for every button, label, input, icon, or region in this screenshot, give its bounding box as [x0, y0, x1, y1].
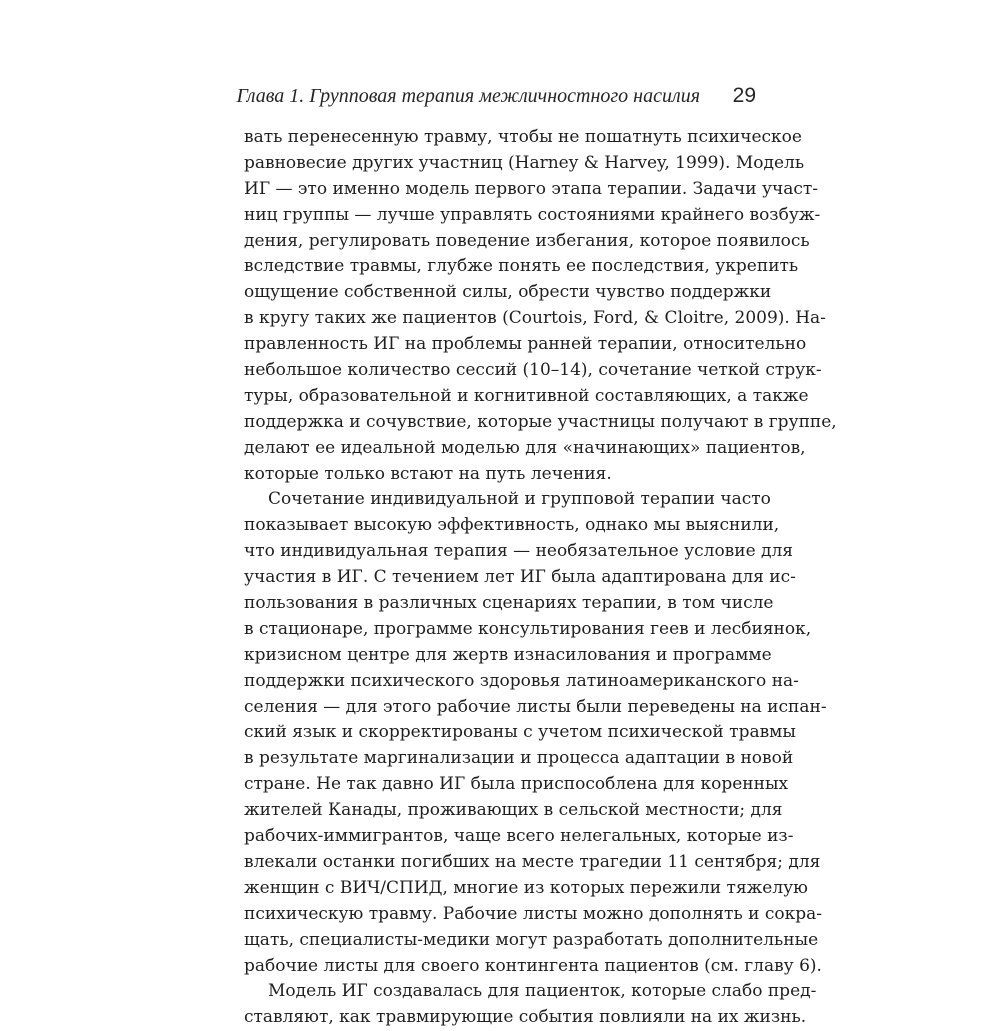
text-line: Сочетание индивидуальной и групповой терапии часто: [268, 489, 771, 510]
text-line: что индивидуальная терапия — необязательное условие для: [244, 541, 794, 562]
page-number: 29: [732, 84, 756, 107]
text-line: влекали останки погибших на месте трагедии 11 сентября; для: [244, 851, 821, 872]
text-line: вать перенесенную травму, чтобы не пошатнуть психическое: [244, 127, 802, 147]
text-line: Модель ИГ создавалась для пациенток, которые слабо пред-: [268, 981, 817, 1002]
text-line: психическую травму. Рабочие листы можно дополнять и сокра-: [244, 903, 822, 924]
running-header: [236, 82, 756, 110]
text-line: участия в ИГ. С течением лет ИГ была адаптирована для ис-: [244, 567, 796, 588]
text-line: равновесие других участниц (Harney & Harvey, 1999). Модель: [244, 152, 805, 173]
text-line: пользования в различных сценариях терапии, в том числе: [244, 593, 774, 614]
text-line: которые только встают на путь лечения.: [244, 463, 612, 484]
text-line: стране. Не так давно ИГ была приспособлена для коренных: [244, 774, 789, 795]
text-line: ИГ — это именно модель первого этапа терапии. Задачи участ-: [244, 178, 818, 199]
text-line: в стационаре, программе консультирования геев и лесбиянок,: [244, 618, 812, 639]
text-line: туры, образовательной и когнитивной составляющих, а также: [244, 385, 809, 406]
text-line: кризисном центре для жертв изнасилования и программе: [244, 644, 772, 665]
text-line: селения — для этого рабочие листы были переведены на испан-: [244, 696, 827, 717]
text-line: небольшое количество сессий (10–14), сочетание четкой струк-: [244, 360, 822, 381]
text-line: женщин с ВИЧ/СПИД, многие из которых пережили тяжелую: [244, 877, 808, 898]
text-line: ниц группы — лучше управлять состояниями крайнего возбуж-: [244, 204, 821, 225]
text-line: ский язык и скорректированы с учетом психической травмы: [244, 722, 796, 743]
text-line: ставляют, как травмирующие события повлияли на их жизнь.: [244, 1007, 807, 1028]
text-line: делают ее идеальной моделью для «начинающих» пациентов,: [244, 437, 806, 458]
body-text: [244, 125, 837, 1031]
text-line: дения, регулировать поведение избегания, которое появилось: [244, 230, 810, 251]
text-line: в кругу таких же пациентов (Courtois, Ford, & Cloitre, 2009). На-: [244, 308, 826, 329]
paragraph: [244, 125, 837, 487]
running-title: Глава 1. Групповая терапия межличностного насилия: [236, 85, 700, 107]
text-line: щать, специалисты-медики могут разработать дополнительные: [244, 929, 819, 950]
text-line: рабочих-иммигрантов, чаще всего нелегальных, которые из-: [244, 826, 794, 847]
text-line: поддержки психического здоровья латиноамериканского на-: [244, 670, 799, 691]
text-line: в результате маргинализации и процесса адаптации в новой: [244, 748, 794, 769]
text-line: показывает высокую эффективность, однако мы выяснили,: [244, 515, 780, 536]
text-line: поддержка и сочувствие, которые участницы получают в группе,: [244, 411, 837, 432]
text-line: рабочие листы для своего контингента пациентов (см. главу 6).: [244, 955, 822, 976]
text-line: жителей Канады, проживающих в сельской местности; для: [244, 800, 783, 821]
text-line: ощущение собственной силы, обрести чувство поддержки: [244, 282, 772, 303]
paragraph: [244, 979, 817, 1031]
text-line: правленность ИГ на проблемы ранней терапии, относительно: [244, 334, 807, 355]
text-line: вследствие травмы, глубже понять ее последствия, укрепить: [244, 256, 799, 277]
paragraph: [244, 487, 827, 979]
